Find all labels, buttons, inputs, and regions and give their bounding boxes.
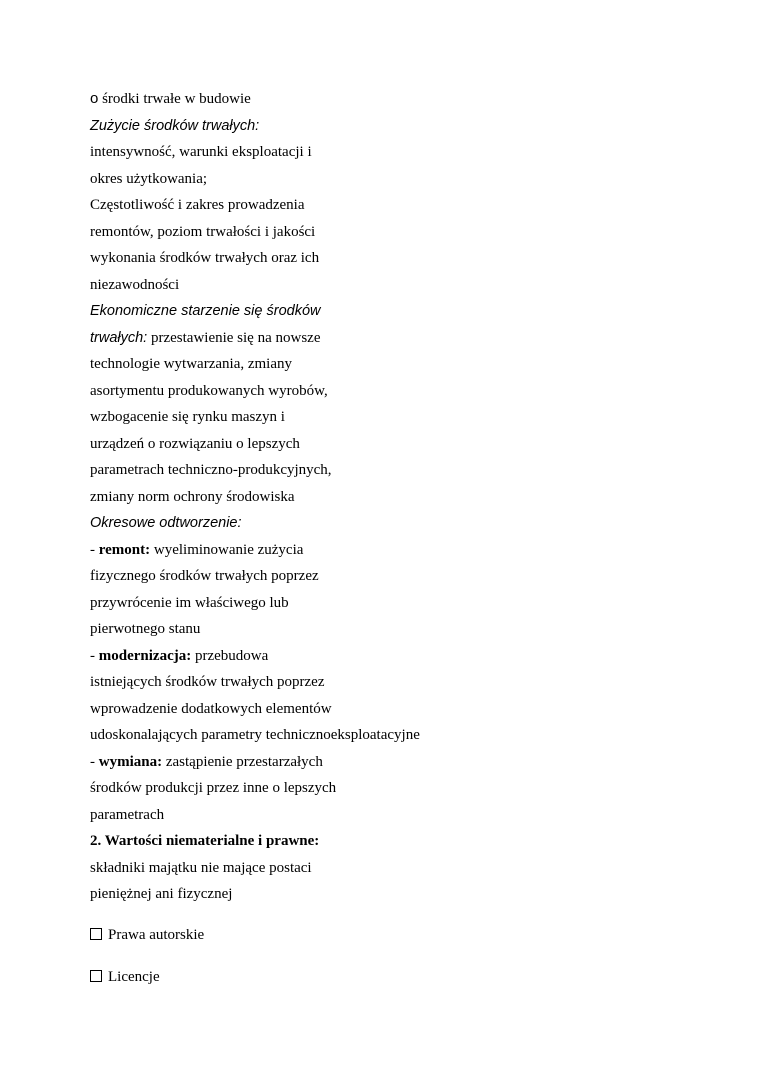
text-line: urządzeń o rozwiązaniu o lepszych (90, 435, 300, 452)
section-heading-odtworzenie: Okresowe odtworzenie: (90, 515, 242, 531)
text-line (90, 325, 730, 352)
text-line: środków produkcji przez inne o lepszych (90, 780, 337, 796)
text-span: wyeliminowanie zużycia (150, 541, 304, 558)
text-span: zastąpienie przestarzałych (162, 753, 323, 770)
text-line: składniki majątku nie mające postaci (90, 859, 312, 876)
text-line: wprowadzenie dodatkowych elementów (90, 700, 332, 717)
checkbox-icon (90, 928, 102, 940)
term: modernizacja: (98, 647, 192, 664)
heading-span: trwałych: (90, 329, 148, 346)
section-heading-zuzycie: Zużycie środków trwałych: (90, 117, 260, 134)
dash: - (90, 541, 99, 558)
checklist-label: Prawa autorskie (108, 926, 205, 943)
dash: - (90, 753, 99, 770)
text-line: wykonania środków trwałych oraz ich (90, 250, 320, 266)
dash-item-remont (90, 537, 730, 564)
text-span: przebudowa (191, 647, 269, 664)
checklist-item (90, 920, 730, 950)
section-heading-wartosci: 2. Wartości niematerialne i prawne: (90, 833, 320, 849)
text-line: Częstotliwość i zakres prowadzenia (90, 197, 305, 213)
document-page (90, 86, 730, 992)
text-line: pieniężnej ani fizycznej (90, 886, 233, 902)
text-line: technologie wytwarzania, zmiany (90, 356, 293, 372)
text-line: parametrach (90, 806, 165, 823)
text-line: wzbogacenie się rynku maszyn i (90, 409, 285, 425)
term: remont: (98, 541, 151, 558)
text-line: przywrócenie im właściwego lub (90, 594, 289, 611)
bullet-marker: o (90, 90, 99, 107)
text-line: asortymentu produkowanych wyrobów, (90, 382, 328, 399)
text-line: niezawodności (90, 276, 180, 293)
dash-item-modernizacja (90, 643, 730, 670)
text-line: udoskonalających parametry technicznoeksploatacyjne (90, 727, 420, 743)
text-line: intensywność, warunki eksploatacji i (90, 144, 312, 160)
checklist-label: Licencje (108, 968, 160, 985)
text-line: fizycznego środków trwałych poprzez (90, 568, 319, 584)
section-heading-starzenie: Ekonomiczne starzenie się środków (90, 303, 321, 319)
dash: - (90, 647, 99, 664)
text-span: środki trwałe w budowie (98, 91, 251, 107)
bullet-line (90, 86, 730, 113)
text-line: remontów, poziom trwałości i jakości (90, 223, 316, 240)
text-line: istniejących środków trwałych poprzez (90, 674, 325, 690)
checkbox-icon (90, 970, 102, 982)
text-span: przestawienie się na nowsze (147, 329, 321, 346)
text-line: parametrach techniczno-produkcyjnych, (90, 462, 332, 478)
text-line: pierwotnego stanu (90, 621, 201, 637)
term: wymiana: (98, 753, 163, 770)
dash-item-wymiana (90, 749, 730, 776)
checklist-item (90, 962, 730, 992)
text-line: okres użytkowania; (90, 170, 208, 187)
text-line: zmiany norm ochrony środowiska (90, 488, 295, 505)
